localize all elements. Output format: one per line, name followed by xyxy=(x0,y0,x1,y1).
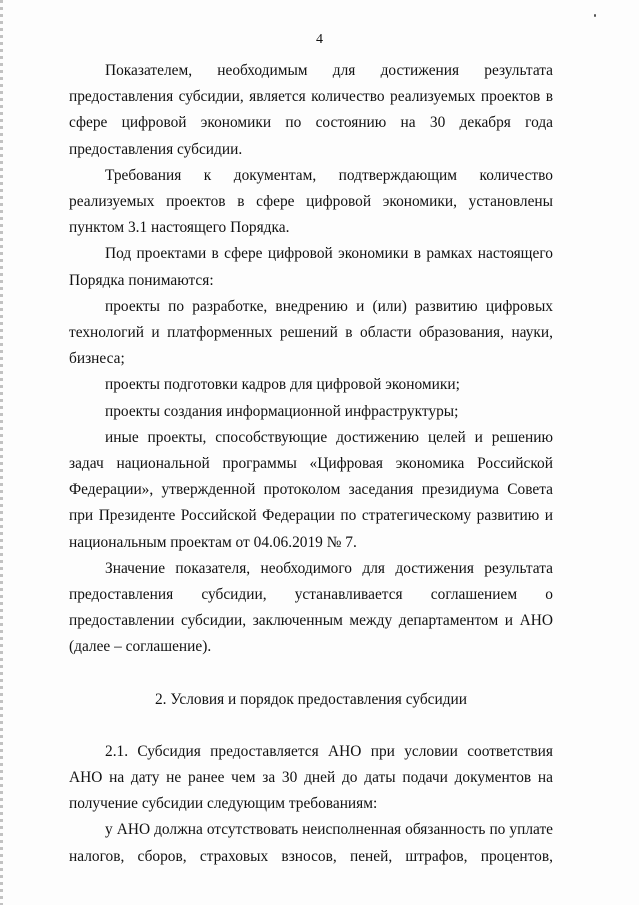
page-number: 4 xyxy=(316,32,323,47)
scan-speck xyxy=(594,14,596,17)
list-item-training: проекты подготовки кадров для цифровой экономики; xyxy=(105,376,460,394)
list-item-infrastructure: проекты создания информационной инфраструктуры; xyxy=(105,402,459,420)
scan-edge xyxy=(0,0,3,905)
paragraph-obligations: у АНО должна отсутствовать неисполненная обязанность по уплате налогов, сборов, страховых взносов, пеней, штрафов, процентов, xyxy=(69,821,553,865)
document-body xyxy=(69,58,553,870)
paragraph-indicator: Показателем, необходимым для достижения результата предоставления субсидии, является количество реализуемых проектов в сфере цифровой экономики по состоянию на 30 декабря года предоставления субсидии. xyxy=(69,62,553,158)
paragraph-projects-definition: Под проектами в сфере цифровой экономики в рамках настоящего Порядка понимаются: xyxy=(69,245,553,289)
paragraph-requirements: Требования к документам, подтверждающим количество реализуемых проектов в сфере цифровой экономики, установлены пунктом 3.1 настоящего Порядка. xyxy=(69,166,553,237)
paragraph-conditions: 2.1. Субсидия предоставляется АНО при условии соответствия АНО на дату не ранее чем за 30 дней до даты подачи документов на получение субсидии следующим требованиям: xyxy=(69,742,553,813)
section-heading: 2. Условия и порядок предоставления субсидии xyxy=(154,690,468,708)
list-item-other-projects: иные проекты, способствующие достижению целей и решению задач национальной программы «Цифровая экономика Российской Федерации», утвержденной протоколом заседания президиума Совета при Президенте Российской Федерации по стратегическому развитию и национальным проектам от 04.06.2019 № 7. xyxy=(69,428,553,551)
paragraph-indicator-value: Значение показателя, необходимого для достижения результата предоставления субсидии, устанавливается соглашением о предоставлении субсидии, заключенным между департаментом и АНО (далее – соглашение). xyxy=(69,559,553,656)
list-item-development: проекты по разработке, внедрению и (или) развитию цифровых технологий и платформенных решений в области образования, науки, бизнеса; xyxy=(69,297,553,368)
